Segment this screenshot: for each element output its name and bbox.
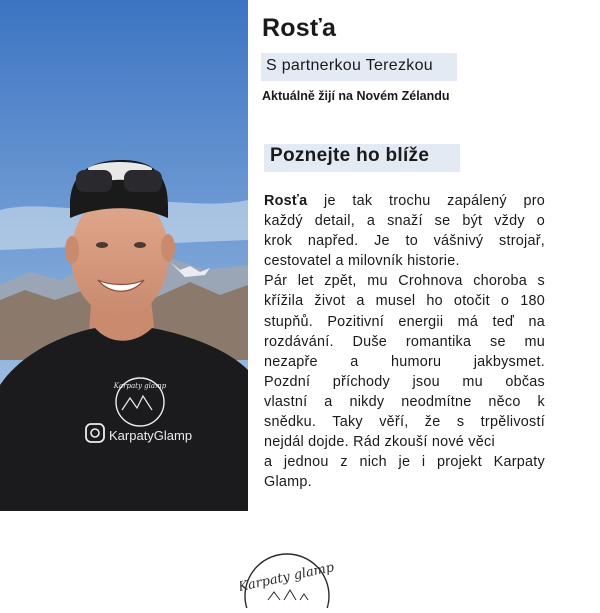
bio-line: snědku. Taky věří, že s trpělivostí [264, 414, 545, 431]
partner-text: S partnerkou Terezkou [266, 57, 433, 74]
instagram-handle: KarpatyGlamp [109, 428, 193, 443]
bio-line: každý detail, a snaží se být vždy o [264, 213, 545, 230]
bio-line: stupňů. Pozitivní energii má teď na [264, 313, 545, 330]
bio-line: krok napřed. Je to vášnivý strojař, [264, 233, 545, 250]
sunglasses-left [76, 170, 112, 192]
profile-photo [0, 0, 248, 511]
footer-logo [240, 548, 350, 608]
ear-right [161, 234, 175, 262]
location-text: Aktuálně žijí na Novém Zélandu [262, 89, 450, 103]
shirt-logo-text: Karpaty glamp [113, 382, 167, 390]
bio-line: nezapře a humoru jakbysmet. [264, 353, 545, 370]
ear-left [65, 236, 79, 264]
bio-name: Rosťa [264, 193, 308, 209]
bio-line: Rosťa je tak trochu zapálený pro [264, 193, 545, 209]
footer-logo-text: Karpaty glamp [240, 560, 336, 596]
bio-line: a jednou z nich je i projekt Karpaty [264, 454, 545, 471]
bio-line: Pár let zpět, mu Crohnova choroba s [264, 273, 545, 290]
bio-line: Pozdní příchody jsou mu občas [264, 373, 545, 390]
bio-line: nejdál dojde. Rád zkouší nové věci [264, 434, 495, 451]
bio-paragraph [264, 191, 545, 492]
bio-line: Glamp. [264, 474, 312, 491]
bio-line: rozdávání. Duše romantika se mu [264, 333, 545, 350]
bio-line: vlastní a nikdy neodmítne něco k [264, 393, 545, 410]
bio-line: cestovatel a milovník historie. [264, 253, 460, 270]
sunglasses-right [124, 170, 162, 192]
bio-line: křížila život a musel ho otočit o 180 [264, 293, 545, 310]
profile-name: Rosťa [262, 14, 337, 42]
section-title: Poznejte ho blíže [270, 145, 430, 166]
